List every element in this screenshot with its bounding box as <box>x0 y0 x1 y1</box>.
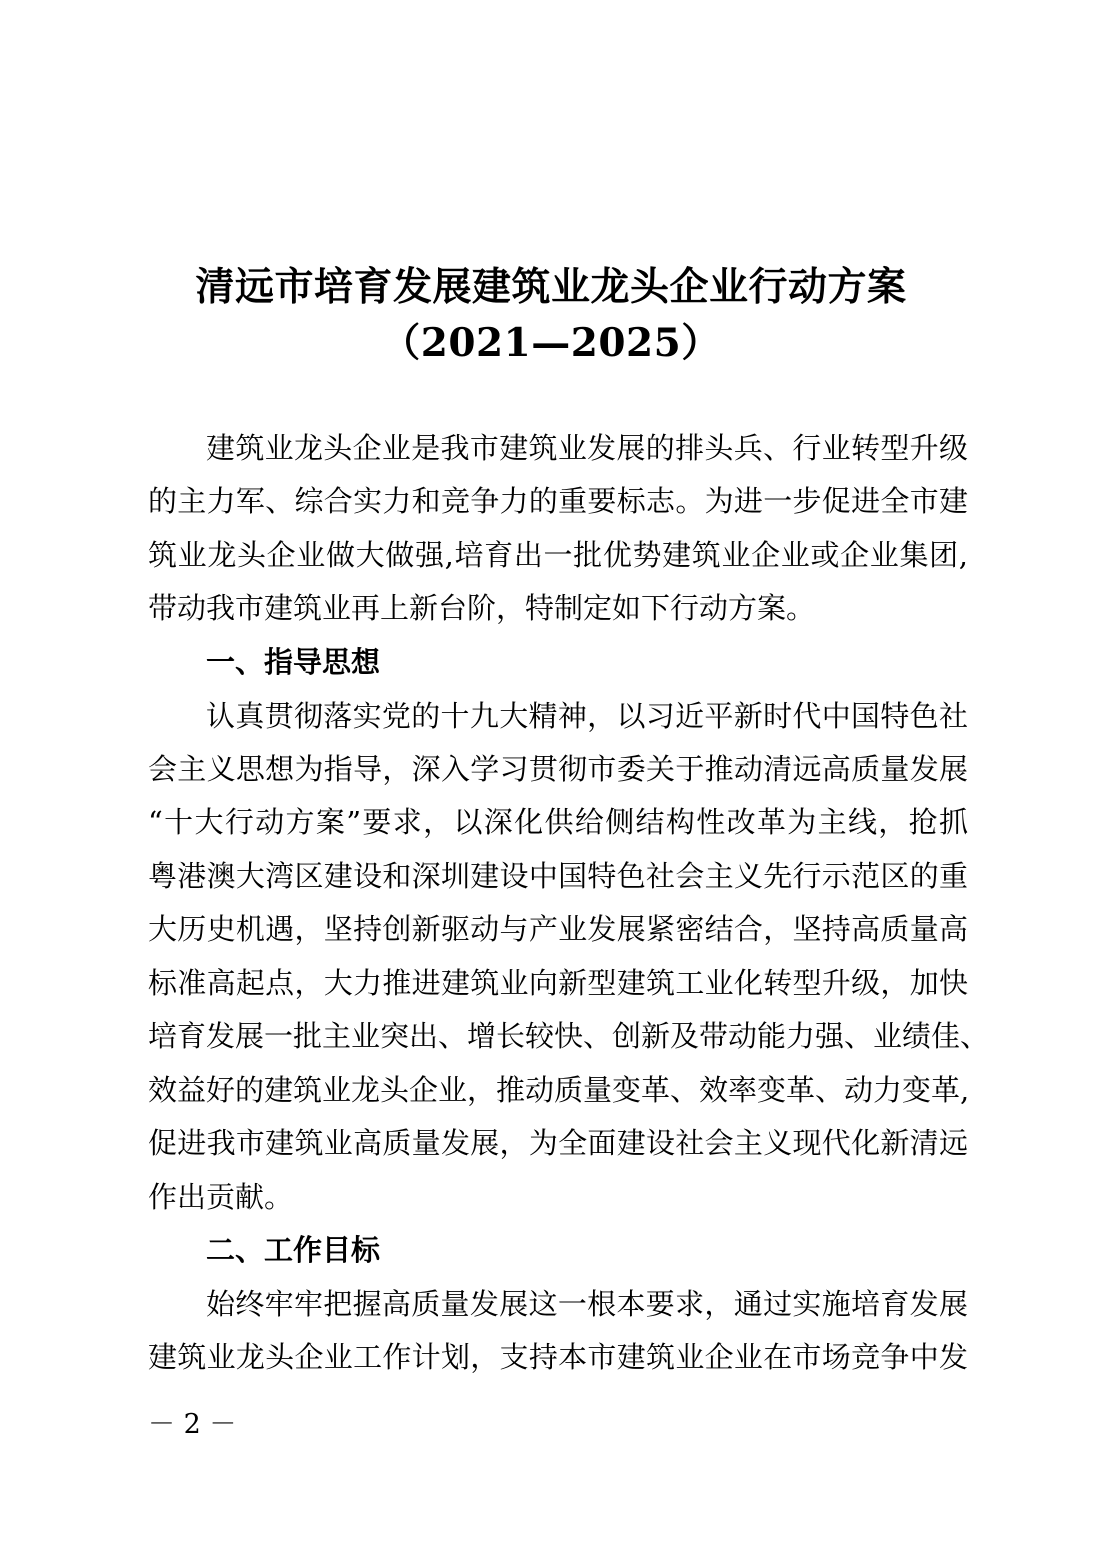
section1-line: 粤港澳大湾区建设和深圳建设中国特色社会主义先行示范区的重 <box>148 859 968 893</box>
intro-line: 建筑业龙头企业是我市建筑业发展的排头兵、行业转型升级 <box>206 431 968 465</box>
section-heading-guiding-thought: 一、指导思想 <box>206 645 381 679</box>
section1-line: 认真贯彻落实党的十九大精神，以习近平新时代中国特色社 <box>206 699 968 733</box>
section1-line: 效益好的建筑业龙头企业，推动质量变革、效率变革、动力变革, <box>148 1073 970 1107</box>
section2-line: 建筑业龙头企业工作计划，支持本市建筑业企业在市场竞争中发 <box>148 1340 968 1374</box>
section2-line: 始终牢牢把握高质量发展这一根本要求，通过实施培育发展 <box>206 1287 968 1321</box>
section1-line: “十大行动方案”要求，以深化供给侧结构性改革为主线，抢抓 <box>148 805 968 839</box>
section1-line: 促进我市建筑业高质量发展，为全面建设社会主义现代化新清远 <box>148 1126 968 1160</box>
section1-line: 标准高起点，大力推进建筑业向新型建筑工业化转型升级，加快 <box>148 966 968 1000</box>
page-number: － 2 － <box>148 1409 237 1440</box>
section1-line: 会主义思想为指导，深入学习贯彻市委关于推动清远高质量发展 <box>148 752 968 786</box>
document-years: （2021—2025） <box>381 320 721 366</box>
intro-line: 带动我市建筑业再上新台阶，特制定如下行动方案。 <box>148 591 816 625</box>
section1-line: 作出贡献。 <box>148 1180 294 1214</box>
section-heading-work-goals: 二、工作目标 <box>206 1233 381 1267</box>
intro-line: 筑业龙头企业做大做强,培育出一批优势建筑业企业或企业集团, <box>148 538 968 572</box>
document-title: 清远市培育发展建筑业龙头企业行动方案 <box>195 264 907 310</box>
section1-line: 培育发展一批主业突出、增长较快、创新及带动能力强、业绩佳、 <box>148 1019 990 1053</box>
intro-line: 的主力军、综合实力和竞争力的重要标志。为进一步促进全市建 <box>148 484 968 518</box>
section1-line: 大历史机遇，坚持创新驱动与产业发展紧密结合，坚持高质量高 <box>148 912 968 946</box>
